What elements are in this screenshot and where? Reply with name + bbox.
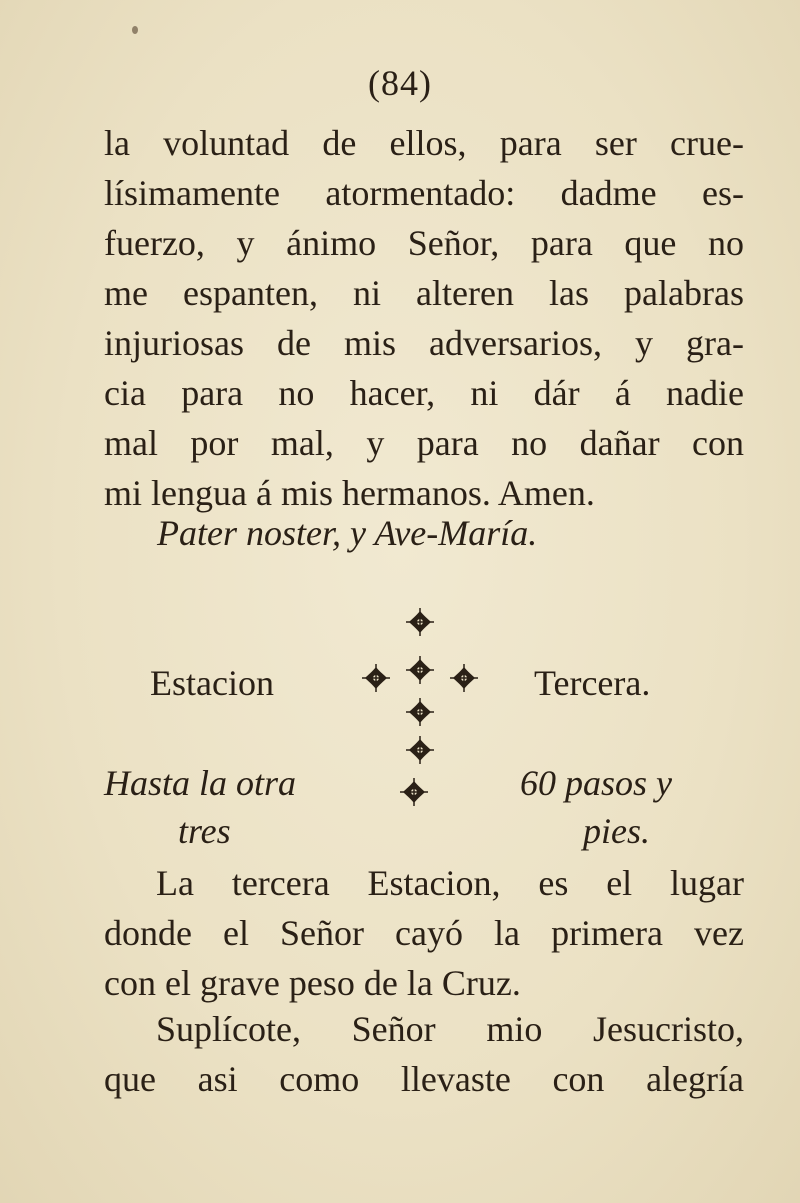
distance-left-line-1: Hasta la otra [104, 763, 297, 803]
distance-right-line-2: pies. [583, 811, 650, 851]
paragraph-1 [104, 118, 744, 518]
text-line: donde el Señor cayó la primera vez [104, 913, 744, 953]
cross-ornament-icon [354, 600, 484, 830]
page-number: (84) [368, 63, 432, 103]
station-heading-right: Tercera. [534, 663, 651, 703]
text-line: me espanten, ni alteren las palabras [104, 273, 744, 313]
station-heading-left: Estacion [150, 663, 274, 703]
text-line: fuerzo, y ánimo Señor, para que no [104, 223, 744, 263]
text-line: que asi como llevaste con alegría [104, 1059, 744, 1099]
text-line: mi lengua á mis hermanos. Amen. [104, 473, 595, 513]
text-line: mal por mal, y para no dañar con [104, 423, 744, 463]
paragraph-3 [104, 1004, 744, 1104]
text-line: cia para no hacer, ni dár á nadie [104, 373, 744, 413]
paragraph-2 [104, 858, 744, 1008]
text-line: La tercera Estacion, es el lugar [156, 863, 744, 903]
text-line: injuriosas de mis adversarios, y gra- [104, 323, 744, 363]
prayer-line: Pater noster, y Ave-María. [157, 513, 538, 553]
ink-speck [132, 26, 138, 34]
text-line: con el grave peso de la Cruz. [104, 963, 521, 1003]
distance-left-line-2: tres [178, 811, 231, 851]
text-line: Suplícote, Señor mio Jesucristo, [156, 1009, 744, 1049]
text-line: lísimamente atormentado: dadme es- [104, 173, 744, 213]
distance-right-line-1: 60 pasos y [520, 763, 672, 803]
text-line: la voluntad de ellos, para ser crue- [104, 123, 744, 163]
